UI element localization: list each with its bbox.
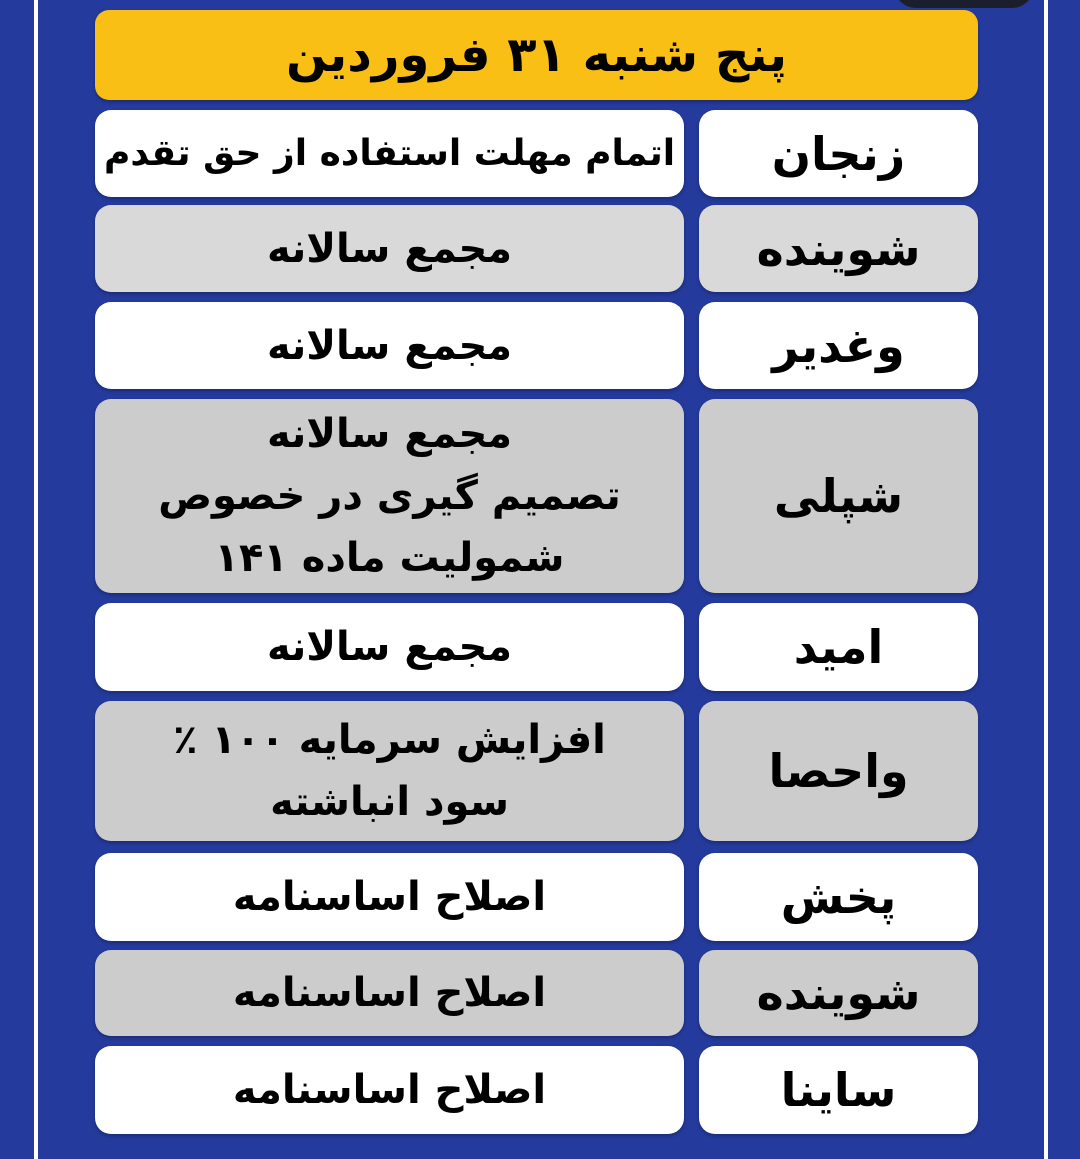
table-row	[0, 853, 1080, 941]
table-row	[0, 110, 1080, 197]
company-name: شپلی	[699, 399, 978, 593]
table-row	[0, 399, 1080, 593]
event-description: مجمع سالانه	[95, 205, 684, 292]
table-row	[0, 302, 1080, 389]
event-description: افزایش سرمایه ۱۰۰ ٪ سود انباشته	[95, 701, 684, 841]
company-name: زنجان	[699, 110, 978, 197]
event-description: اصلاح اساسنامه	[95, 950, 684, 1036]
table-row	[0, 701, 1080, 841]
camera-notch	[894, 0, 1034, 8]
company-name: امید	[699, 603, 978, 691]
event-description: مجمع سالانه	[95, 603, 684, 691]
table-row	[0, 205, 1080, 292]
event-description: اتمام مهلت استفاده از حق تقدم	[95, 110, 684, 197]
table-row	[0, 603, 1080, 691]
company-name: ساینا	[699, 1046, 978, 1134]
event-description: مجمع سالانه تصمیم گیری در خصوص شمولیت ماده ۱۴۱	[95, 399, 684, 593]
event-description: اصلاح اساسنامه	[95, 1046, 684, 1134]
date-title: پنج شنبه ۳۱ فروردین	[95, 10, 978, 100]
company-name: واحصا	[699, 701, 978, 841]
table-row	[0, 950, 1080, 1036]
company-name: وغدیر	[699, 302, 978, 389]
company-name: شوینده	[699, 950, 978, 1036]
company-name: شوینده	[699, 205, 978, 292]
company-name: پخش	[699, 853, 978, 941]
table-row	[0, 1046, 1080, 1134]
event-description: اصلاح اساسنامه	[95, 853, 684, 941]
event-description: مجمع سالانه	[95, 302, 684, 389]
